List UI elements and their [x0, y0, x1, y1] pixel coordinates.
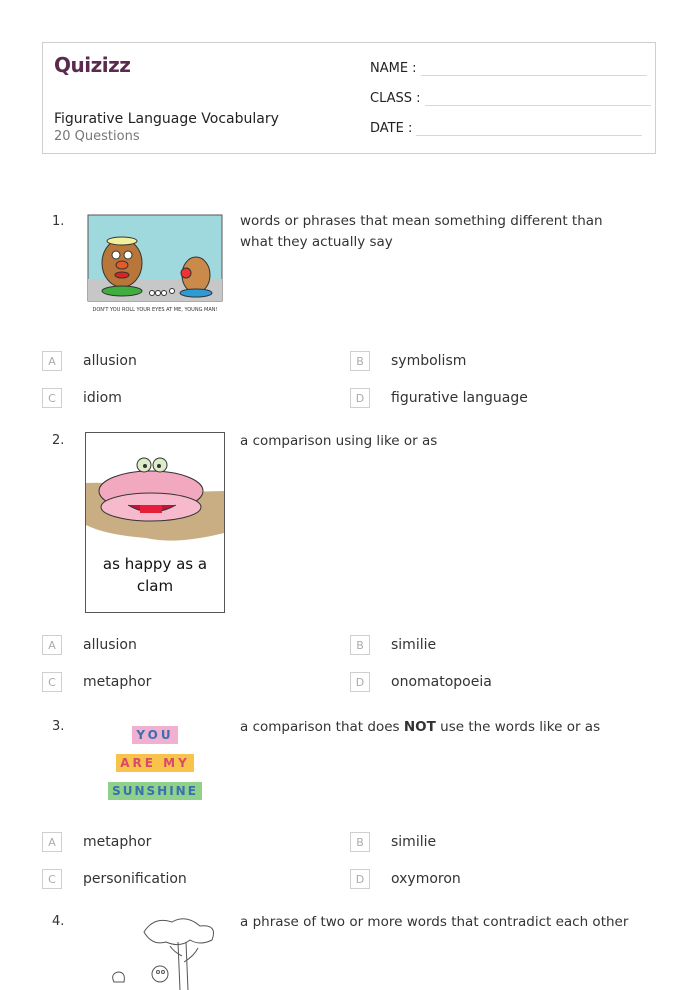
question-text-emphasis: NOT: [403, 719, 436, 735]
option-b[interactable]: [350, 832, 436, 852]
question-1-image-caption: DON'T YOU ROLL YOUR EYES AT ME, YOUNG MAN!: [92, 307, 218, 313]
name-line[interactable]: [421, 61, 647, 76]
option-a[interactable]: [42, 351, 137, 371]
question-2-image-caption: as happy as a clam: [102, 555, 208, 595]
option-c[interactable]: [42, 869, 187, 889]
puzzle-word: SUNSHINE: [108, 782, 202, 800]
option-letter-box: A: [42, 832, 62, 852]
question-text-part: use the words like or as: [435, 719, 601, 735]
question-text-part: a comparison that does: [240, 719, 404, 735]
option-d[interactable]: [350, 672, 492, 692]
option-text: similie: [391, 637, 437, 653]
name-label: NAME :: [370, 61, 417, 76]
question-2-image: [85, 432, 225, 613]
puzzle-word: YOU: [132, 726, 177, 744]
option-a[interactable]: [42, 832, 151, 852]
question-3-image: [88, 722, 222, 802]
question-text: [240, 717, 640, 738]
class-label: CLASS :: [370, 91, 421, 106]
option-b[interactable]: [350, 351, 466, 371]
question-1-image: [86, 213, 224, 319]
puzzle-word-line: [88, 724, 222, 744]
class-line[interactable]: [425, 91, 651, 106]
option-text: metaphor: [83, 674, 152, 690]
date-label: DATE :: [370, 121, 413, 136]
option-text: allusion: [83, 353, 137, 369]
date-line[interactable]: [416, 121, 642, 136]
worksheet-title: Figurative Language Vocabulary: [54, 111, 279, 127]
question-4-image: [100, 912, 225, 990]
option-text: onomatopoeia: [391, 674, 492, 690]
puzzle-word: ARE MY: [116, 754, 194, 772]
option-letter-box: A: [42, 635, 62, 655]
option-letter-box: B: [350, 832, 370, 852]
option-letter-box: D: [350, 869, 370, 889]
name-field: [370, 61, 647, 76]
potato-heads-cartoon-icon: [86, 213, 224, 319]
option-text: metaphor: [83, 834, 152, 850]
puzzle-word-line: [88, 752, 222, 772]
tree-cartoon-icon: [100, 912, 225, 990]
option-letter-box: C: [42, 388, 62, 408]
option-d[interactable]: [350, 388, 528, 408]
option-letter-box: B: [350, 635, 370, 655]
option-text: allusion: [83, 637, 137, 653]
option-letter-box: A: [42, 351, 62, 371]
option-letter-box: C: [42, 672, 62, 692]
question-text: words or phrases that mean something different than what they actually say: [240, 213, 603, 250]
quizizz-logo: Quizizz: [54, 53, 131, 77]
question-text: a phrase of two or more words that contradict each other: [240, 914, 629, 930]
option-text: similie: [391, 834, 437, 850]
question-number: 3.: [52, 719, 65, 734]
option-letter-box: D: [350, 672, 370, 692]
option-letter-box: B: [350, 351, 370, 371]
option-c[interactable]: [42, 388, 122, 408]
option-d[interactable]: [350, 869, 461, 889]
option-b[interactable]: [350, 635, 436, 655]
puzzle-word-line: [88, 780, 222, 800]
option-letter-box: C: [42, 869, 62, 889]
option-text: figurative language: [391, 390, 528, 406]
option-text: oxymoron: [391, 871, 461, 887]
question-count: 20 Questions: [54, 129, 140, 144]
option-text: personification: [83, 871, 187, 887]
question-number: 1.: [52, 214, 65, 229]
option-a[interactable]: [42, 635, 137, 655]
date-field: [370, 121, 642, 136]
worksheet-header: [42, 42, 656, 154]
option-text: idiom: [83, 390, 122, 406]
class-field: [370, 91, 651, 106]
question-text: a comparison using like or as: [240, 433, 438, 449]
question-number: 4.: [52, 914, 65, 929]
option-text: symbolism: [391, 353, 467, 369]
option-letter-box: D: [350, 388, 370, 408]
option-c[interactable]: [42, 672, 151, 692]
question-number: 2.: [52, 433, 65, 448]
clam-cartoon-icon: [86, 433, 224, 553]
